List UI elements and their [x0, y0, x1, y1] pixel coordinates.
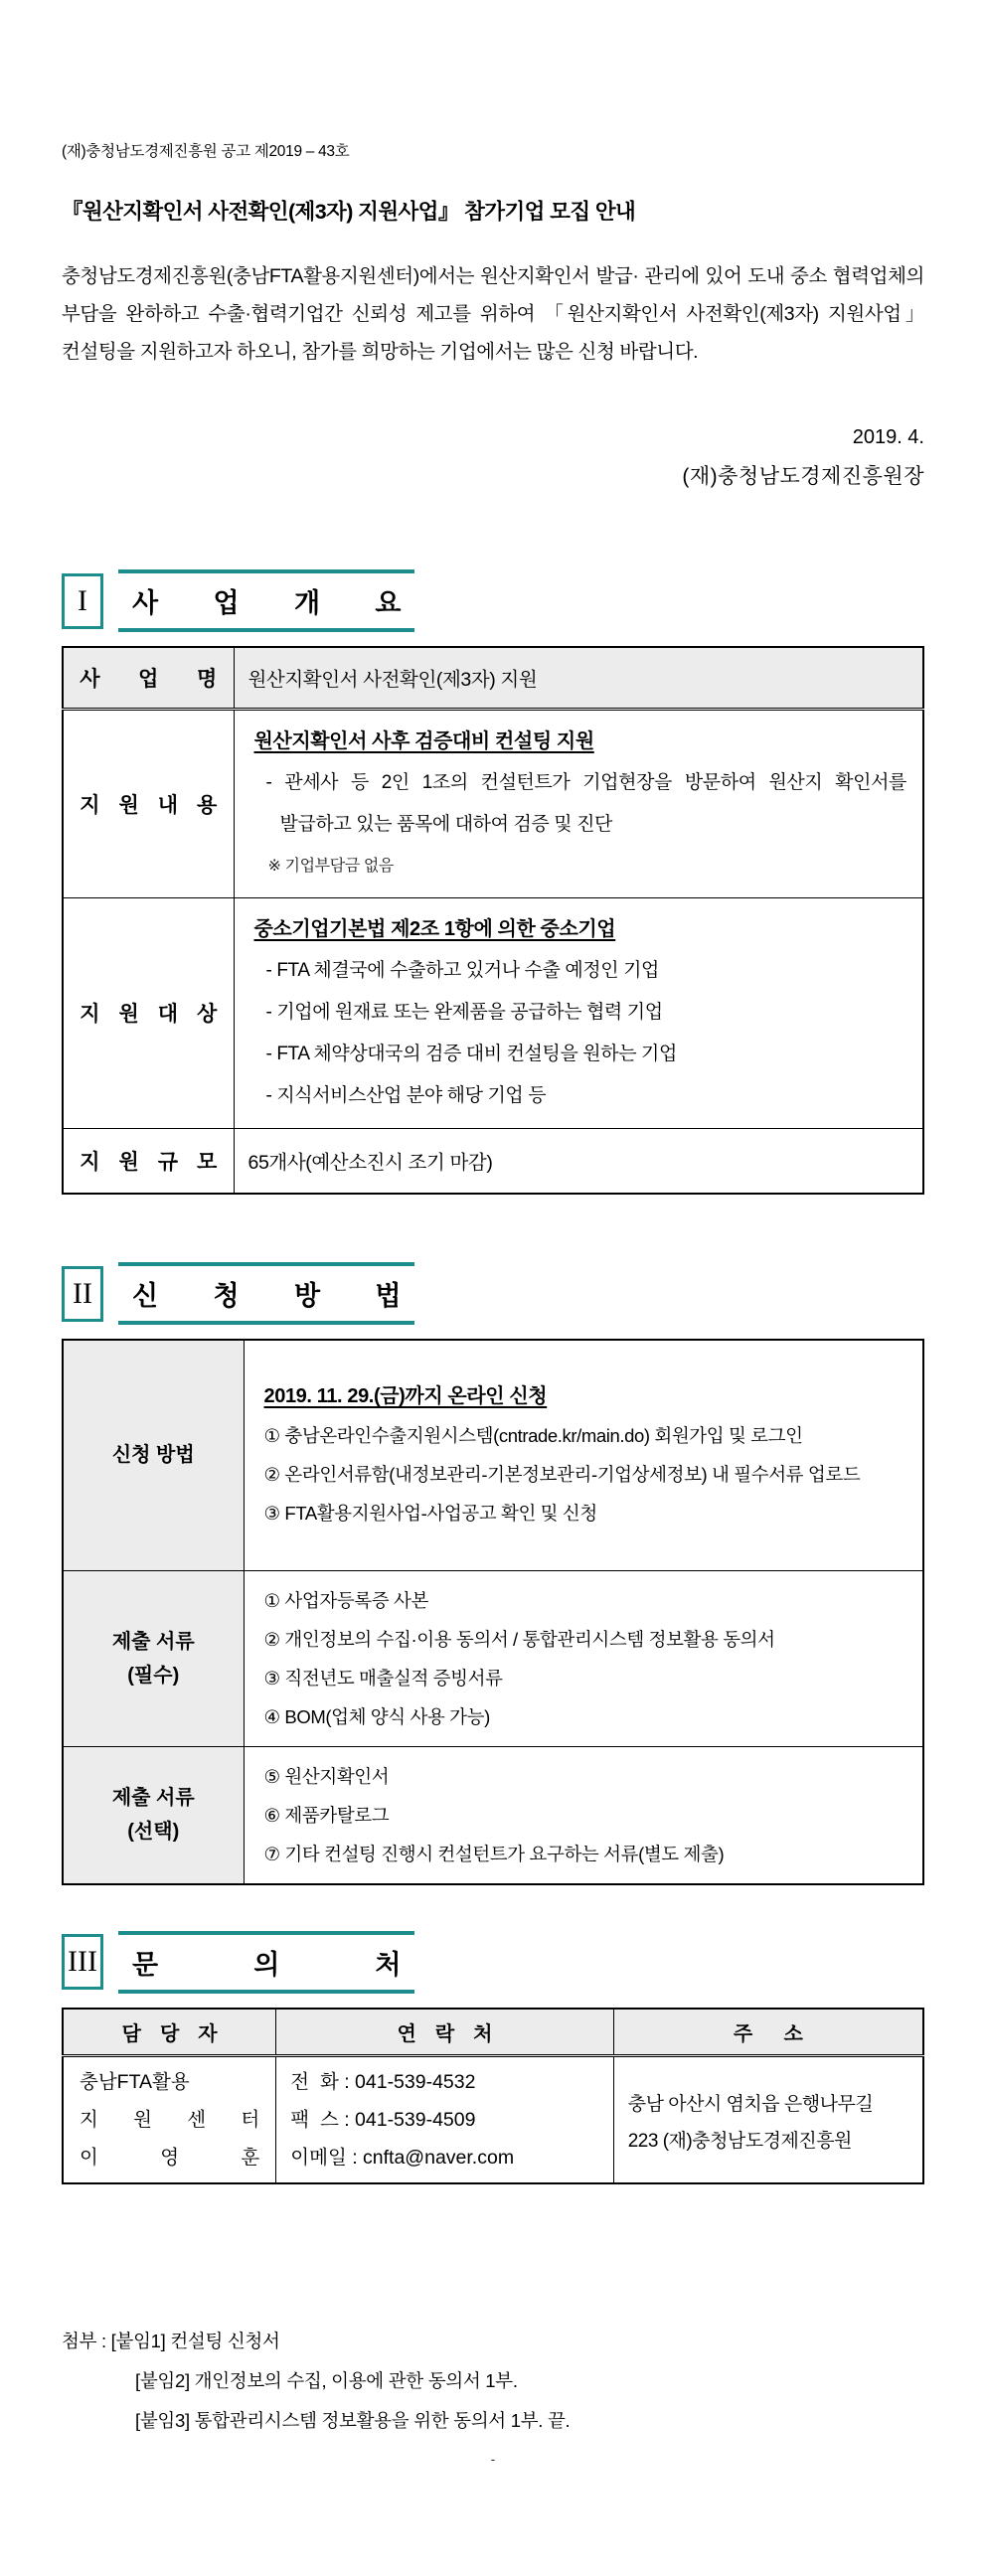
row-label-cell: [63, 1570, 244, 1746]
row-label-cell: [63, 647, 234, 709]
row-label: 지 원 규 모: [80, 1150, 218, 1174]
page-title: 『원산지확인서 사전확인(제3자) 지원사업』 참가기업 모집 안내: [62, 200, 636, 224]
row-label: 제출 서류: [111, 1630, 195, 1653]
list-item: ① 충남온라인수출지원시스템(cntrade.kr/main.do) 회원가입 및 로그인: [263, 1425, 803, 1447]
signature-block: [62, 418, 924, 498]
attachment-line: [붙임3] 통합관리시스템 정보활용을 위한 동의서 1부. 끝.: [135, 2410, 571, 2431]
table-row-support-target: [63, 897, 923, 1128]
table-row-required-docs: [63, 1570, 923, 1746]
attachments-block: [62, 2322, 924, 2441]
list-item: - FTA 체결국에 수출하고 있거나 수출 예정인 기업: [254, 950, 907, 992]
contact-info-row: [63, 2056, 923, 2184]
row-label-cell: [63, 897, 234, 1128]
list-item: - FTA 체약상대국의 검증 대비 컨설팅을 원하는 기업: [254, 1034, 907, 1075]
address-line: 223 (재)충청남도경제진흥원: [627, 2131, 852, 2152]
row-label-cell: [63, 1128, 234, 1194]
manager-line: 지 원 센 터: [80, 2109, 260, 2131]
section-2-title: 신 청 방 법: [118, 1262, 414, 1325]
attachment-line: [붙임2] 개인정보의 수집, 이용에 관한 동의서 1부.: [135, 2370, 518, 2391]
list-item: ① 사업자등록증 사본: [263, 1589, 428, 1611]
col-header-address-cell: [613, 2009, 923, 2056]
no-fee-note: ※ 기업부담금 없음: [267, 857, 394, 875]
apply-deadline-heading: 2019. 11. 29.(금)까지 온라인 신청: [263, 1385, 548, 1408]
doc-number: (재)충청남도경제진흥원 공고 제2019 – 43호: [62, 143, 350, 160]
contact-cell: [276, 2056, 613, 2184]
list-item: - 지식서비스산업 분야 해당 기업 등: [254, 1075, 907, 1117]
list-item: ④ BOM(업체 양식 사용 가능): [263, 1705, 490, 1727]
list-item: ② 개인정보의 수집·이용 동의서 / 통합관리시스템 정보활용 동의서: [263, 1628, 775, 1650]
table-row-support-scale: [63, 1128, 923, 1194]
signer-name: (재)충청남도경제진흥원장: [682, 465, 924, 488]
list-item: ⑥ 제품카탈로그: [263, 1804, 390, 1826]
manager-line: 이 영 훈: [80, 2147, 260, 2169]
apply-table: [62, 1339, 924, 1885]
row-label: 사 업 명: [80, 667, 218, 691]
overview-table: [62, 646, 924, 1195]
manager-cell: [63, 2056, 276, 2184]
table-row-optional-docs: [63, 1746, 923, 1884]
address-cell: [613, 2056, 923, 2184]
list-item: ② 온라인서류함(내정보관리-기본정보관리-기업상세정보) 내 필수서류 업로드: [263, 1464, 861, 1486]
table-row-apply-method: [63, 1340, 923, 1570]
row-label-sub: (선택): [127, 1821, 180, 1843]
support-content-heading: 원산지확인서 사후 검증대비 컨설팅 지원: [253, 729, 594, 752]
col-header-address: 주 소: [733, 2022, 803, 2045]
row-value-cell: [244, 1746, 923, 1884]
section-2-numeral: II: [62, 1266, 103, 1322]
row-label: 신청 방법: [111, 1444, 195, 1467]
list-item: - 기업에 원재료 또는 완제품을 공급하는 협력 기업: [254, 992, 907, 1034]
list-item: ⑦ 기타 컨설팅 진행시 컨설턴트가 요구하는 서류(별도 제출): [263, 1843, 725, 1864]
row-value-cell: [244, 1340, 923, 1570]
support-scale-value: 65개사(예산소진시 조기 마감): [247, 1151, 493, 1174]
email-line: 이메일 : cnfta@naver.com: [290, 2147, 515, 2169]
row-value-cell: [234, 709, 923, 897]
section-2-heading: [62, 1262, 924, 1325]
intro-paragraph: 충청남도경제진흥원(충남FTA활용지원센터)에서는 원산지확인서 발급· 관리에 있어 도내 중소 협력업체의 부담을 완하하고 수출·협력기업간 신뢰성 제고를 위하여 「원산지확인서 사전확인(제3자) 지원사업」 컨설팅을 지원하고자 하오니, 참가를 희망하는 기업에서는 많은 신청 바랍니다.: [62, 265, 924, 363]
list-item: ③ 직전년도 매출실적 증빙서류: [263, 1667, 503, 1689]
row-label: 지 원 대 상: [80, 1003, 218, 1026]
row-value-cell: [234, 647, 923, 709]
list-item: ⑤ 원산지확인서: [263, 1765, 390, 1787]
project-name-value: 원산지확인서 사전확인(제3자) 지원: [247, 668, 538, 691]
row-value-cell: [234, 1128, 923, 1194]
col-header-manager-cell: [63, 2009, 276, 2056]
manager-line: 충남FTA활용: [80, 2071, 190, 2093]
row-label-cell: [63, 709, 234, 897]
row-label-cell: [63, 1340, 244, 1570]
list-item: - 관세사 등 2인 1조의 컨설턴트가 기업현장을 방문하여 원산지 확인서를 발급하고 있는 품목에 대하여 검증 및 진단: [254, 762, 907, 846]
announcement-date: 2019. 4.: [852, 426, 924, 448]
fax-line: 팩 스 : 041-539-4509: [290, 2109, 476, 2131]
section-1-title: 사 업 개 요: [118, 569, 414, 632]
contact-table: [62, 2008, 924, 2185]
section-1-heading: [62, 569, 924, 632]
address-line: 충남 아산시 염치읍 은행나무길: [627, 2094, 874, 2115]
section-3-numeral: III: [62, 1934, 103, 1990]
row-value-cell: [244, 1570, 923, 1746]
col-header-contact: 연 락 처: [397, 2022, 493, 2045]
col-header-manager: 담 당 자: [121, 2022, 218, 2045]
section-3-heading: [62, 1931, 924, 1994]
list-item: ③ FTA활용지원사업-사업공고 확인 및 신청: [263, 1503, 597, 1525]
row-label-sub: (필수): [127, 1664, 180, 1687]
contact-header-row: [63, 2009, 923, 2056]
table-row-project-name: [63, 647, 923, 709]
row-label-cell: [63, 1746, 244, 1884]
attachment-line: 첨부 : [붙임1] 컨설팅 신청서: [62, 2331, 280, 2351]
phone-line: 전 화 : 041-539-4532: [290, 2071, 476, 2093]
row-label: 제출 서류: [111, 1787, 195, 1809]
table-row-support-content: [63, 709, 923, 897]
row-value-cell: [234, 897, 923, 1128]
section-3-title: 문 의 처: [118, 1931, 414, 1994]
row-label: 지 원 내 용: [80, 793, 218, 817]
section-1-numeral: I: [62, 573, 103, 629]
col-header-contact-cell: [276, 2009, 613, 2056]
support-target-heading: 중소기업기본법 제2조 1항에 의한 중소기업: [253, 918, 616, 940]
page-mark: -: [490, 2451, 496, 2467]
